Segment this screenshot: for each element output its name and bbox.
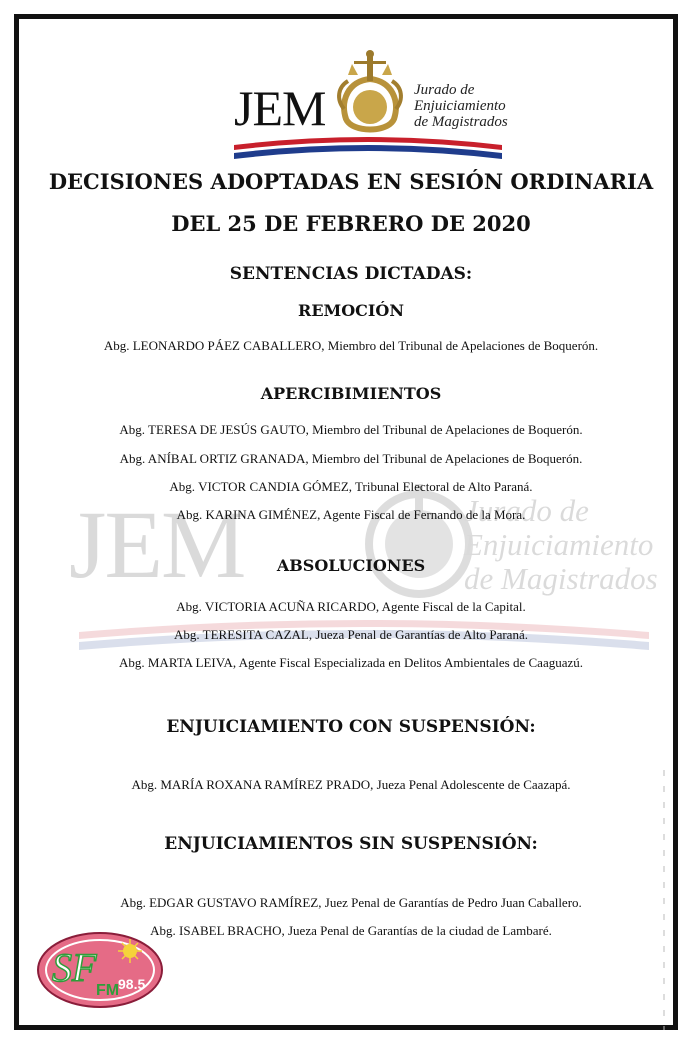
jem-logo — [224, 49, 514, 164]
sentencias-heading: SENTENCIAS DICTADAS: — [229, 264, 473, 284]
absoluciones-heading: ABSOLUCIONES — [276, 556, 426, 575]
radio-letters: SF — [52, 945, 97, 990]
logo-subtitle — [414, 82, 508, 130]
sin-suspension-heading: ENJUICIAMIENTOS SIN SUSPENSIÓN: — [164, 834, 538, 854]
radio-band: FM — [96, 982, 120, 999]
apercibimiento-item: Abg. ANÍBAL ORTIZ GRANADA, Miembro del Tribunal de Apelaciones de Boquerón. — [119, 451, 583, 466]
sin-suspension-item: Abg. ISABEL BRACHO, Jueza Penal de Garantías de la ciudad de Lambaré. — [150, 923, 552, 938]
jem-emblem-icon — [330, 49, 410, 139]
logo-abbr: JEM — [234, 80, 326, 136]
absolucion-item: Abg. VICTORIA ACUÑA RICARDO, Agente Fiscal de la Capital. — [176, 599, 526, 614]
con-suspension-heading: ENJUICIAMIENTO CON SUSPENSIÓN: — [166, 717, 536, 737]
sin-suspension-item: Abg. EDGAR GUSTAVO RAMÍREZ, Juez Penal de Garantías de Pedro Juan Caballero. — [120, 895, 582, 910]
absolucion-item: Abg. TERESITA CAZAL, Jueza Penal de Garantías de Alto Paraná. — [174, 627, 528, 642]
page-title-line2: DEL 25 DE FEBRERO DE 2020 — [171, 211, 531, 236]
sf-fm-radio-logo — [36, 931, 164, 1009]
logo-subtitle-line1: Jurado de — [414, 82, 475, 98]
apercibimiento-item: Abg. KARINA GIMÉNEZ, Agente Fiscal de Fernando de la Mora. — [176, 507, 526, 522]
watermark-subtitle: Jurado de Enjuiciamiento de Magistrados — [464, 493, 658, 596]
remocion-item: Abg. LEONARDO PÁEZ CABALLERO, Miembro del Tribunal de Apelaciones de Boquerón. — [103, 338, 599, 353]
remocion-heading: REMOCIÓN — [298, 301, 404, 320]
logo-subtitle-line3: de Magistrados — [414, 114, 508, 130]
absolucion-item: Abg. MARTA LEIVA, Agente Fiscal Especializada en Delitos Ambientales de Caaguazú. — [118, 655, 584, 670]
document-frame — [14, 14, 678, 1030]
scan-edge-artifact — [660, 770, 668, 1030]
radio-frequency: 98.5 — [118, 976, 146, 992]
logo-subtitle-line2: Enjuiciamiento — [414, 98, 506, 114]
apercibimientos-heading: APERCIBIMIENTOS — [260, 384, 442, 403]
apercibimiento-item: Abg. TERESA DE JESÚS GAUTO, Miembro del Tribunal de Apelaciones de Boquerón. — [119, 422, 583, 437]
watermark-jem-text: JEM — [69, 491, 245, 598]
con-suspension-item: Abg. MARÍA ROXANA RAMÍREZ PRADO, Jueza Penal Adolescente de Caazapá. — [131, 777, 571, 792]
page-title-line1: DECISIONES ADOPTADAS EN SESIÓN ORDINARIA — [48, 169, 654, 194]
flag-stripes — [234, 131, 502, 161]
apercibimiento-item: Abg. VICTOR CANDIA GÓMEZ, Tribunal Electoral de Alto Paraná. — [169, 479, 533, 494]
